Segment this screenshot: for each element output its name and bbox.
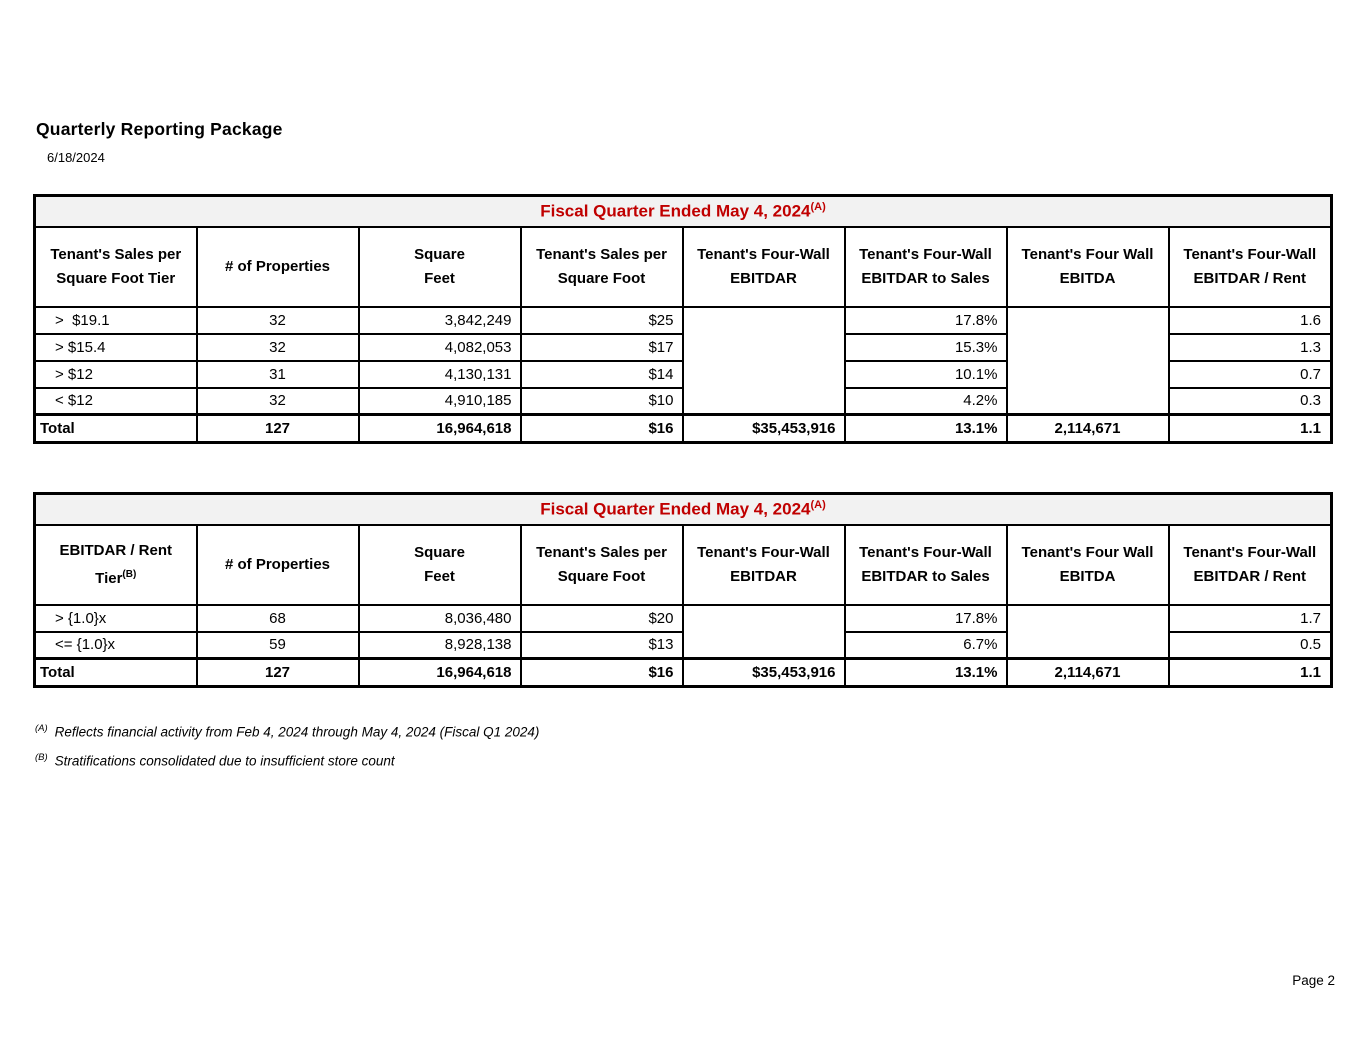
square-feet-cell: 3,842,249: [359, 307, 521, 334]
total-row: [35, 659, 1332, 687]
table1-banner-row: [35, 196, 1332, 227]
ebitdar-to-sales-cell: 17.8%: [845, 307, 1007, 334]
footnote-a-text: Reflects financial activity from Feb 4, 2024 through May 4, 2024 (Fiscal Q1 2024): [54, 724, 540, 740]
banner-text: Fiscal Quarter Ended May 4, 2024: [540, 201, 811, 221]
sales-per-sqft-cell: $25: [521, 307, 683, 334]
table2-banner-row: [35, 494, 1332, 525]
col-header-properties: # of Properties: [197, 525, 359, 605]
banner-footnote-ref: (A): [810, 498, 826, 511]
tier-cell: > $15.4: [35, 334, 197, 361]
tier-cell: > {1.0}x: [35, 605, 197, 632]
properties-cell: 31: [197, 361, 359, 388]
footnote-a: [35, 716, 539, 745]
total-square-feet: 16,964,618: [359, 659, 521, 687]
col-header-square-feet: Square Feet: [359, 525, 521, 605]
ebitdar-to-sales-cell: 15.3%: [845, 334, 1007, 361]
table-row: [35, 307, 1332, 334]
footnotes: [35, 716, 539, 773]
ebitdar-rent-cell: 0.3: [1169, 388, 1332, 415]
properties-cell: 32: [197, 334, 359, 361]
properties-cell: 32: [197, 307, 359, 334]
report-date: 6/18/2024: [47, 150, 105, 165]
tier-cell: < $12: [35, 388, 197, 415]
properties-cell: 68: [197, 605, 359, 632]
col-header-sales-per-sqft: Tenant's Sales per Square Foot: [521, 525, 683, 605]
ebitdar-rent-cell: 1.3: [1169, 334, 1332, 361]
table1-banner: [35, 196, 1332, 227]
ebitdar-cell-blank: [683, 605, 845, 659]
sales-per-sqft-cell: $10: [521, 388, 683, 415]
tier-cell: <= {1.0}x: [35, 632, 197, 659]
square-feet-cell: 8,928,138: [359, 632, 521, 659]
banner-footnote-ref: (A): [810, 200, 826, 213]
tier-cell: > $12: [35, 361, 197, 388]
col-header-sales-per-sqft: Tenant's Sales per Square Foot: [521, 227, 683, 307]
col-header-ebitdar-to-sales: Tenant's Four-Wall EBITDAR to Sales: [845, 227, 1007, 307]
sales-per-sqft-cell: $13: [521, 632, 683, 659]
col-header-ebitdar: Tenant's Four-Wall EBITDAR: [683, 525, 845, 605]
square-feet-cell: 4,910,185: [359, 388, 521, 415]
total-ebitdar-rent: 1.1: [1169, 415, 1332, 443]
total-ebitdar-rent: 1.1: [1169, 659, 1332, 687]
col-header-ebitdar-rent-tier: EBITDAR / Rent Tier$^{(B)}$: [35, 525, 197, 605]
col-header-ebitda: Tenant's Four Wall EBITDA: [1007, 227, 1169, 307]
square-feet-cell: 4,130,131: [359, 361, 521, 388]
col-header-tier: Tenant's Sales per Square Foot Tier: [35, 227, 197, 307]
total-label: Total: [35, 415, 197, 443]
sales-per-sqft-tier-table: [33, 194, 1333, 444]
total-sales-per-sqft: $16: [521, 659, 683, 687]
total-ebitdar: $35,453,916: [683, 659, 845, 687]
tier-cell: > $19.1: [35, 307, 197, 334]
ebitdar-rent-cell: 1.7: [1169, 605, 1332, 632]
ebitdar-to-sales-cell: 10.1%: [845, 361, 1007, 388]
ebitdar-rent-tier-table: [33, 492, 1333, 688]
total-ebitdar: $35,453,916: [683, 415, 845, 443]
footnote-b: [35, 745, 539, 774]
ebitdar-to-sales-cell: 17.8%: [845, 605, 1007, 632]
tier-footnote-ref: (B): [122, 568, 137, 580]
total-label: Total: [35, 659, 197, 687]
sales-per-sqft-cell: $20: [521, 605, 683, 632]
col-header-ebitdar: Tenant's Four-Wall EBITDAR: [683, 227, 845, 307]
properties-cell: 32: [197, 388, 359, 415]
table2-banner: [35, 494, 1332, 525]
table1-header-row: [35, 227, 1332, 307]
total-ebitdar-to-sales: 13.1%: [845, 415, 1007, 443]
col-header-ebitda: Tenant's Four Wall EBITDA: [1007, 525, 1169, 605]
sales-per-sqft-cell: $17: [521, 334, 683, 361]
ebitdar-to-sales-cell: 6.7%: [845, 632, 1007, 659]
footnote-b-text: Stratifications consolidated due to insufficient store count: [54, 753, 395, 768]
total-ebitda: 2,114,671: [1007, 415, 1169, 443]
square-feet-cell: 4,082,053: [359, 334, 521, 361]
col-header-ebitdar-rent: Tenant's Four-Wall EBITDAR / Rent: [1169, 227, 1332, 307]
total-row: [35, 415, 1332, 443]
total-properties: 127: [197, 659, 359, 687]
col-header-ebitdar-rent: Tenant's Four-Wall EBITDAR / Rent: [1169, 525, 1332, 605]
total-ebitda: 2,114,671: [1007, 659, 1169, 687]
total-ebitdar-to-sales: 13.1%: [845, 659, 1007, 687]
sales-per-sqft-cell: $14: [521, 361, 683, 388]
properties-cell: 59: [197, 632, 359, 659]
table2-header-row: [35, 525, 1332, 605]
ebitdar-rent-cell: 1.6: [1169, 307, 1332, 334]
footnote-a-marker: (A): [35, 723, 48, 734]
footnote-b-marker: (B): [35, 751, 48, 763]
ebitdar-to-sales-cell: 4.2%: [845, 388, 1007, 415]
page-number: Page 2: [1292, 973, 1335, 988]
ebitda-cell-blank: [1007, 307, 1169, 415]
col-header-square-feet: Square Feet: [359, 227, 521, 307]
total-properties: 127: [197, 415, 359, 443]
col-header-properties: # of Properties: [197, 227, 359, 307]
col-header-ebitdar-to-sales: Tenant's Four-Wall EBITDAR to Sales: [845, 525, 1007, 605]
ebitdar-cell-blank: [683, 307, 845, 415]
banner-text: Fiscal Quarter Ended May 4, 2024: [540, 499, 811, 519]
total-sales-per-sqft: $16: [521, 415, 683, 443]
ebitda-cell-blank: [1007, 605, 1169, 659]
ebitdar-rent-cell: 0.5: [1169, 632, 1332, 659]
square-feet-cell: 8,036,480: [359, 605, 521, 632]
table-row: [35, 605, 1332, 632]
page-title: Quarterly Reporting Package: [36, 119, 283, 139]
total-square-feet: 16,964,618: [359, 415, 521, 443]
ebitdar-rent-cell: 0.7: [1169, 361, 1332, 388]
